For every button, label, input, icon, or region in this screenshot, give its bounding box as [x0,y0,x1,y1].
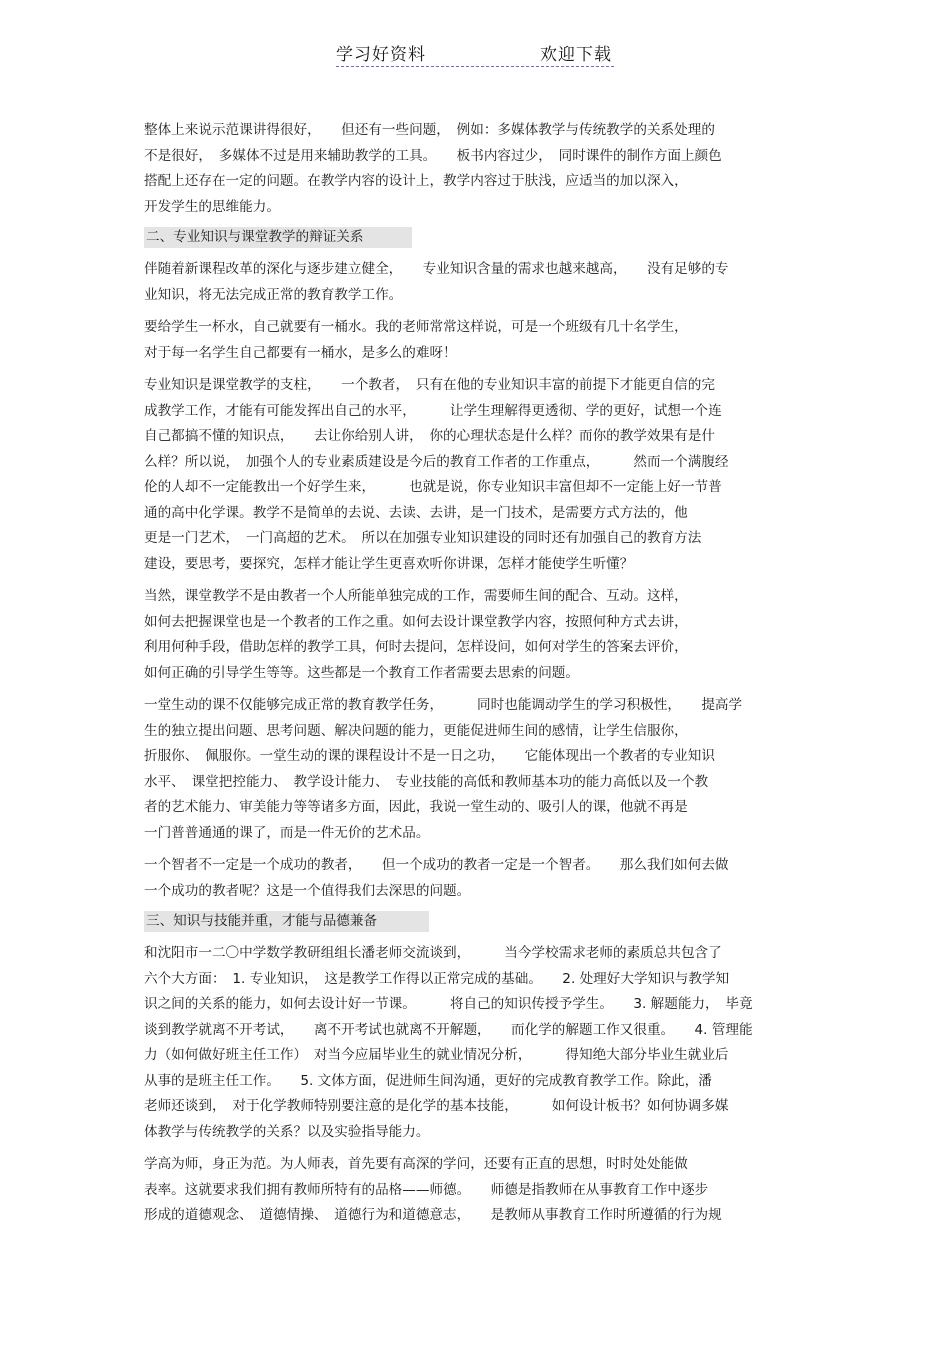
paragraph [144,853,808,904]
text-line: 利用何种手段，借助怎样的教学工具，何时去提问，怎样设问，如何对学生的答案去评价， [144,639,688,655]
text-line: 开发学生的思维能力。 [144,198,280,215]
text-line: 一个智者不一定是一个成功的教者， 但一个成功的教者一定是一个智者。 那么我们如何去做 [144,857,729,873]
text-line: 生的独立提出问题、思考问题、解决问题的能力，更能促进师生间的感情，让学生信服你， [144,722,688,739]
text-line: 伦的人却不一定能教出一个好学生来， 也就是说，你专业知识丰富但却不一定能上好一节普 [144,479,722,495]
paragraph [144,941,808,1145]
paragraph [144,693,808,846]
text-line: 一堂生动的课不仅能够完成正常的教育教学任务， 同时也能调动学生的学习积极性， 提高学 [144,697,743,713]
text-line: 么样？所以说， 加强个人的专业素质建设是今后的教育工作者的工作重点， 然而一个满腹经 [144,453,729,470]
text-line: 学高为师，身正为范。为人师表，首先要有高深的学问，还要有正直的思想，时时处处能做 [144,1156,688,1172]
text-line: 从事的是班主任工作。 5. 文体方面，促进师生间沟通，更好的完成教育教学工作。除此，潘 [144,1072,712,1089]
text-line: 老师还谈到， 对于化学教师特别要注意的是化学的基本技能， 如何设计板书？如何协调多媒 [144,1098,729,1114]
text-line: 体教学与传统教学的关系？以及实验指导能力。 [144,1123,430,1140]
text-line: 表率。这就要求我们拥有教师所特有的品格——师德。 师德是指教师在从事教育工作中逐步 [144,1181,709,1198]
text-line: 如何正确的引导学生等等。这些都是一个教育工作者需要去思索的问题。 [144,664,579,681]
text-line: 水平、 课堂把控能力、 教学设计能力、 专业技能的高低和教师基本功的能力高低以及一个教 [144,773,709,790]
paragraph [144,584,808,686]
text-line: 如何去把握课堂也是一个教者的工作之重。如何去设计课堂教学内容，按照何种方式去讲， [144,613,688,630]
text-line: 业知识，将无法完成正常的教育教学工作。 [144,286,403,303]
text-line: 形成的道德观念、 道德情操、 道德行为和道德意志， 是教师从事教育工作时所遵循的行为规 [144,1207,722,1223]
text-line: 更是一门艺术， 一门高超的艺术。 所以在加强专业知识建设的同时还有加强自己的教育方法 [144,530,702,546]
header-right-text: 欢迎下载 [540,45,612,65]
text-line: 不是很好， 多媒体不过是用来辅助教学的工具。 板书内容过少， 同时课件的制作方面上颜色 [144,147,722,164]
text-line: 谈到教学就离不开考试， 离不开考试也就离不开解题， 而化学的解题工作又很重。 4. 管理能 [144,1021,753,1038]
paragraph [144,257,808,308]
text-line: 搭配上还存在一定的问题。在教学内容的设计上，教学内容过于肤浅，应适当的加以深入， [144,173,688,189]
text-line: 识之间的关系的能力，如何去设计好一节课。 将自己的知识传授予学生。 3. 解题能力， 毕竟 [144,996,753,1012]
text-line: 伴随着新课程改革的深化与逐步建立健全， 专业知识含量的需求也越来越高， 没有足够的专 [144,261,729,277]
text-line: 整体上来说示范课讲得很好， 但还有一些问题， 例如：多媒体教学与传统教学的关系处理的 [144,122,715,138]
text-line: 对于每一名学生自己都要有一桶水，是多么的难呀！ [144,344,457,361]
text-line: 要给学生一杯水，自己就要有一桶水。我的老师常常这样说，可是一个班级有几十名学生， [144,319,688,335]
paragraph [144,118,808,220]
text-line: 建设，要思考，要探究，怎样才能让学生更喜欢听你讲课，怎样才能使学生听懂？ [144,555,634,572]
text-line: 六个大方面： 1. 专业知识， 这是教学工作得以正常完成的基础。 2. 处理好大学知识与教学知 [144,970,730,987]
text-line: 折服你、 佩服你。一堂生动的课的课程设计不是一日之功， 它能体现出一个教者的专业知识 [144,748,715,764]
paragraph [144,1152,808,1229]
text-line: 通的高中化学课。教学不是简单的去说、去读、去讲，是一门技术，是需要方式方法的，他 [144,504,688,521]
text-line: 和沈阳市一二〇中学数学教研组组长潘老师交流谈到， 当今学校需求老师的素质总共包含了 [144,945,722,961]
text-line: 专业知识是课堂教学的支柱， 一个教者， 只有在他的专业知识丰富的前提下才能更自信的完 [144,377,715,393]
paragraph [144,373,808,577]
text-line: 者的艺术能力、审美能力等等诸多方面，因此，我说一堂生动的、吸引人的课，他就不再是 [144,799,688,815]
text-line: 力（如何做好班主任工作） 对当今应届毕业生的就业情况分析， 得知绝大部分毕业生就业后 [144,1047,729,1063]
text-line: 成教学工作，才能有可能发挥出自己的水平， 让学生理解得更透彻、学的更好，试想一个连 [144,402,722,419]
document-body [144,118,808,1236]
header-left-text: 学习好资料 [336,45,426,65]
text-line: 一门普普通通的课了，而是一件无价的艺术品。 [144,824,430,841]
section-heading: 三、知识与技能并重，才能与品德兼备 [144,911,429,932]
paragraph [144,315,808,366]
page-header [336,40,614,67]
section-heading: 二、专业知识与课堂教学的辩证关系 [144,227,412,248]
text-line: 当然，课堂教学不是由教者一个人所能单独完成的工作，需要师生间的配合、互动。这样， [144,588,688,604]
text-line: 一个成功的教者呢？这是一个值得我们去深思的问题。 [144,882,471,899]
text-line: 自己都搞不懂的知识点， 去让你给别人讲， 你的心理状态是什么样？而你的教学效果有是什 [144,428,715,444]
